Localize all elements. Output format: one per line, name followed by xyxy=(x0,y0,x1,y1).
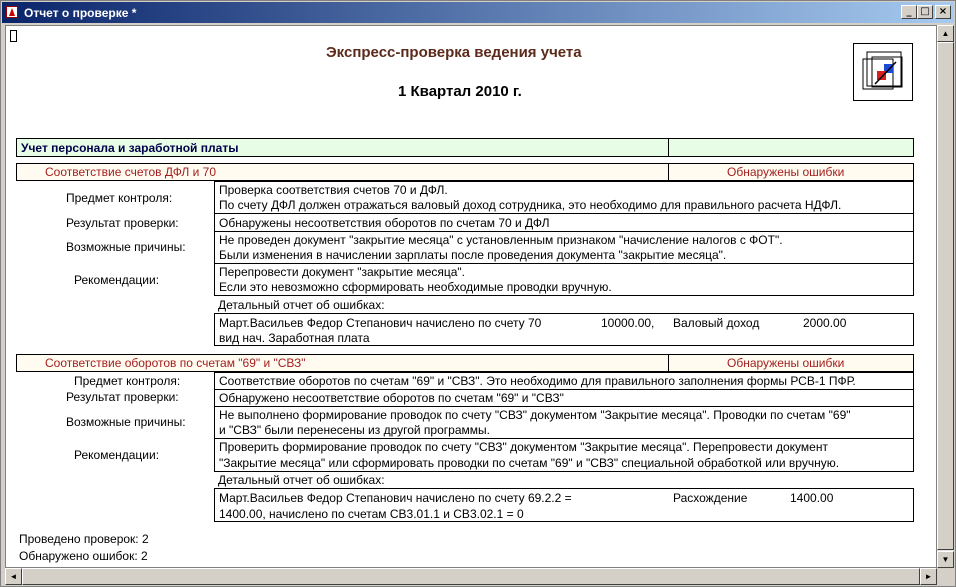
check-2-causes-label: Возможные причины: xyxy=(66,415,186,429)
section-title: Учет персонала и заработной платы xyxy=(21,141,239,155)
check-1-causes-line2: Были изменения в начислении зарплаты после проведения документа "закрытие месяца". xyxy=(219,248,727,262)
check-2-detail-mid: Расхождение xyxy=(673,491,748,505)
check-2-name: Соответствие оборотов по счетам "69" и "СВЗ" xyxy=(45,356,306,370)
text-cursor xyxy=(10,30,17,42)
check-2-causes-line1: Не выполнено формирование проводок по счету "СВЗ" документом "Закрытие месяца". Проводки по счетам "69" xyxy=(219,408,851,422)
check-1-result-box xyxy=(214,213,914,232)
check-2-result-label: Результат проверки: xyxy=(66,390,179,404)
check-1-subject-line2: По счету ДФЛ должен отражаться валовый доход сотрудника, это необходимо для правильного расчета НДФЛ. xyxy=(219,198,842,212)
check-1-header xyxy=(16,163,669,181)
report-period: 1 Квартал 2010 г. xyxy=(398,83,522,100)
check-1-causes-line1: Не проведен документ "закрытие месяца" с установленным признаком "начисление налогов с ФОТ". xyxy=(219,233,783,247)
scroll-down-button[interactable]: ▼ xyxy=(937,551,954,568)
check-1-detail-line2: вид нач. Заработная плата xyxy=(219,331,370,345)
check-2-causes-box xyxy=(214,406,914,439)
check-2-header xyxy=(16,354,669,372)
report-title: Экспресс-проверка ведения учета xyxy=(326,44,582,61)
summary-checks-done: Проведено проверок: 2 xyxy=(19,532,149,546)
scroll-right-button[interactable]: ► xyxy=(920,568,937,585)
check-2-rec-label: Рекомендации: xyxy=(74,448,160,462)
check-1-result: Обнаружены несоответствия оборотов по счетам 70 и ДФЛ xyxy=(219,216,550,230)
check-1-rec-line2: Если это невозможно сформировать необходимые проводки вручную. xyxy=(219,280,612,294)
app-icon xyxy=(6,6,18,18)
check-2-causes-line2: и "СВЗ" были перенесены из другой программы. xyxy=(219,423,490,437)
check-1-detail-box xyxy=(214,313,914,346)
check-2-detail-line1: Март.Васильев Федор Степанович начислено по счету 69.2.2 = xyxy=(219,491,572,505)
check-1-causes-box xyxy=(214,231,914,264)
vertical-scrollbar[interactable] xyxy=(937,25,954,568)
check-2-subject-label: Предмет контроля: xyxy=(74,374,181,388)
check-1-detail-amount: 10000.00, xyxy=(601,316,655,330)
scroll-up-button[interactable]: ▲ xyxy=(937,25,954,42)
check-2-result: Обнаружено несоответствие оборотов по счетам "69" и "СВЗ" xyxy=(219,391,564,405)
check-1-result-label: Результат проверки: xyxy=(66,216,179,230)
horizontal-scroll-thumb[interactable] xyxy=(22,568,920,585)
report-area xyxy=(5,25,937,568)
window-title: Отчет о проверке * xyxy=(24,6,137,20)
summary-errors-found: Обнаружено ошибок: 2 xyxy=(19,549,148,563)
check-2-result-box xyxy=(214,389,914,407)
scroll-left-button[interactable]: ◄ xyxy=(5,568,22,585)
close-button[interactable]: × xyxy=(935,5,951,19)
check-2-detail-value: 1400.00 xyxy=(790,491,834,505)
check-1-detail-mid: Валовый доход xyxy=(673,316,760,330)
minimize-button[interactable]: _ xyxy=(901,5,917,19)
check-2-subject: Соответствие оборотов по счетам "69" и "СВЗ". Это необходимо для правильного заполнения формы РСВ-1 ПФР. xyxy=(219,374,856,388)
check-1-detail-label: Детальный отчет об ошибках: xyxy=(218,298,385,312)
check-1-rec-line1: Перепровести документ "закрытие месяца". xyxy=(219,265,465,279)
check-2-subject-box xyxy=(214,372,914,390)
scroll-corner xyxy=(937,568,954,585)
check-2-rec-box xyxy=(214,438,914,472)
check-1-detail-value: 2000.00 xyxy=(803,316,847,330)
check-1-subject-label: Предмет контроля: xyxy=(66,191,173,205)
check-2-status-cell xyxy=(668,354,914,372)
check-1-status-cell xyxy=(668,163,914,181)
check-2-rec-line1: Проверить формирование проводок по счету "СВЗ" документом "Закрытие месяца". Перепровести документ xyxy=(219,440,828,454)
section-header-right xyxy=(668,138,914,157)
vertical-scroll-thumb[interactable] xyxy=(937,42,954,550)
check-1-subject-box xyxy=(214,181,914,214)
section-header xyxy=(16,138,669,157)
check-2-detail-label: Детальный отчет об ошибках: xyxy=(218,473,385,487)
check-1-subject-line1: Проверка соответствия счетов 70 и ДФЛ. xyxy=(219,183,448,197)
check-2-detail-box xyxy=(214,488,914,522)
check-2-detail-line2: 1400.00, начислено по счетам СВ3.01.1 и СВ3.02.1 = 0 xyxy=(219,507,524,521)
check-1-name: Соответствие счетов ДФЛ и 70 xyxy=(45,165,217,179)
check-1-causes-label: Возможные причины: xyxy=(66,240,186,254)
maximize-button[interactable]: □ xyxy=(917,5,933,19)
check-2-rec-line2: "Закрытие месяца" или сформировать проводки по счетам "69" и "СВЗ" специальной обработкой или вручную. xyxy=(219,456,840,470)
check-1-detail-line1: Март.Васильев Федор Степанович начислено по счету 70 xyxy=(219,316,542,330)
check-2-status: Обнаружены ошибки xyxy=(727,356,845,370)
horizontal-scrollbar[interactable] xyxy=(5,568,937,585)
check-1-status: Обнаружены ошибки xyxy=(727,165,845,179)
title-bar[interactable] xyxy=(2,2,954,23)
report-logo-icon xyxy=(853,43,913,101)
check-1-rec-box xyxy=(214,263,914,296)
check-1-rec-label: Рекомендации: xyxy=(74,273,160,287)
